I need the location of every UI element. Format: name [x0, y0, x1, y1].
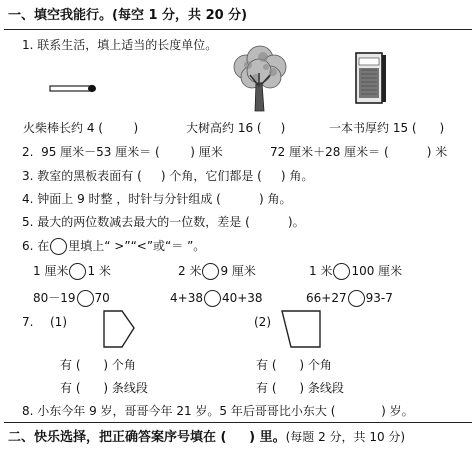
q6-item: 1 厘米 1 米 — [33, 264, 111, 278]
comparison-circle[interactable] — [77, 290, 94, 307]
q3-text: 3. 教室的黑板表面有 ( ) 个角，它们都是 ( ) 角。 — [22, 169, 314, 183]
q2-part1: 2. 95 厘米－53 厘米＝ ( ) 厘米 — [22, 145, 223, 159]
pentagon-shape — [103, 310, 135, 348]
comparison-circle-icon — [50, 238, 67, 255]
matchstick-image — [50, 83, 98, 95]
q6-item: 4+38 40+38 — [170, 291, 263, 305]
q7-2-segments: 有 ( ) 条线段 — [256, 381, 344, 395]
q7-label-2: (2) — [254, 315, 271, 329]
q7-2-angles: 有 ( ) 个角 — [256, 358, 332, 372]
q6-item: 2 米 9 厘米 — [178, 264, 256, 278]
book-image — [355, 52, 387, 104]
q6-suffix: 里填上“ >”“<”或“＝ ”。 — [68, 239, 206, 253]
q7-1-angles: 有 ( ) 个角 — [60, 358, 136, 372]
section-divider — [4, 29, 472, 30]
q2-part2: 72 厘米＋28 厘米＝ ( ) 米 — [270, 145, 448, 159]
comparison-circle[interactable] — [333, 263, 350, 280]
q4-text: 4. 钟面上 9 时整 ，时针与分针组成 ( ) 角。 — [22, 192, 292, 206]
comparison-circle[interactable] — [204, 290, 221, 307]
q6-prompt — [22, 238, 205, 255]
section2-title: 二、快乐选择，把正确答案序号填在 ( ) 里。 — [8, 430, 286, 445]
q6-item: 66+27 93-7 — [306, 291, 393, 305]
q7-1-segments: 有 ( ) 条线段 — [60, 381, 148, 395]
tree-image — [228, 45, 290, 112]
q7-label-1: (1) — [50, 315, 67, 329]
q7-number: 7. — [22, 315, 34, 329]
comparison-circle[interactable] — [69, 263, 86, 280]
section-divider — [4, 422, 472, 423]
q5-text: 5. 最大的两位数减去最大的一位数，差是 ( )。 — [22, 215, 305, 229]
q1-prompt: 1. 联系生活，填上适当的长度单位。 — [22, 38, 218, 52]
section1-title: 一、填空我能行。(每空 1 分，共 20 分) — [8, 8, 248, 23]
q1-book-blank: 一本书厚约 15 ( ) — [329, 121, 445, 135]
q1-tree-blank: 大树高约 16 ( ) — [186, 121, 286, 135]
section2-score: (每题 2 分，共 10 分) — [285, 430, 406, 444]
comparison-circle[interactable] — [348, 290, 365, 307]
q6-item: 1 米 100 厘米 — [309, 264, 403, 278]
section2-heading — [8, 429, 405, 446]
q8-text: 8. 小东今年 9 岁，哥哥今年 21 岁。5 年后哥哥比小东大 ( ) 岁。 — [22, 404, 414, 418]
quadrilateral-shape — [281, 310, 321, 348]
q1-matchstick-blank: 火柴棒长约 4 ( ) — [23, 121, 139, 135]
q6-prefix: 6. 在 — [22, 239, 50, 253]
q6-item: 80－19 70 — [33, 291, 110, 305]
comparison-circle[interactable] — [202, 263, 219, 280]
